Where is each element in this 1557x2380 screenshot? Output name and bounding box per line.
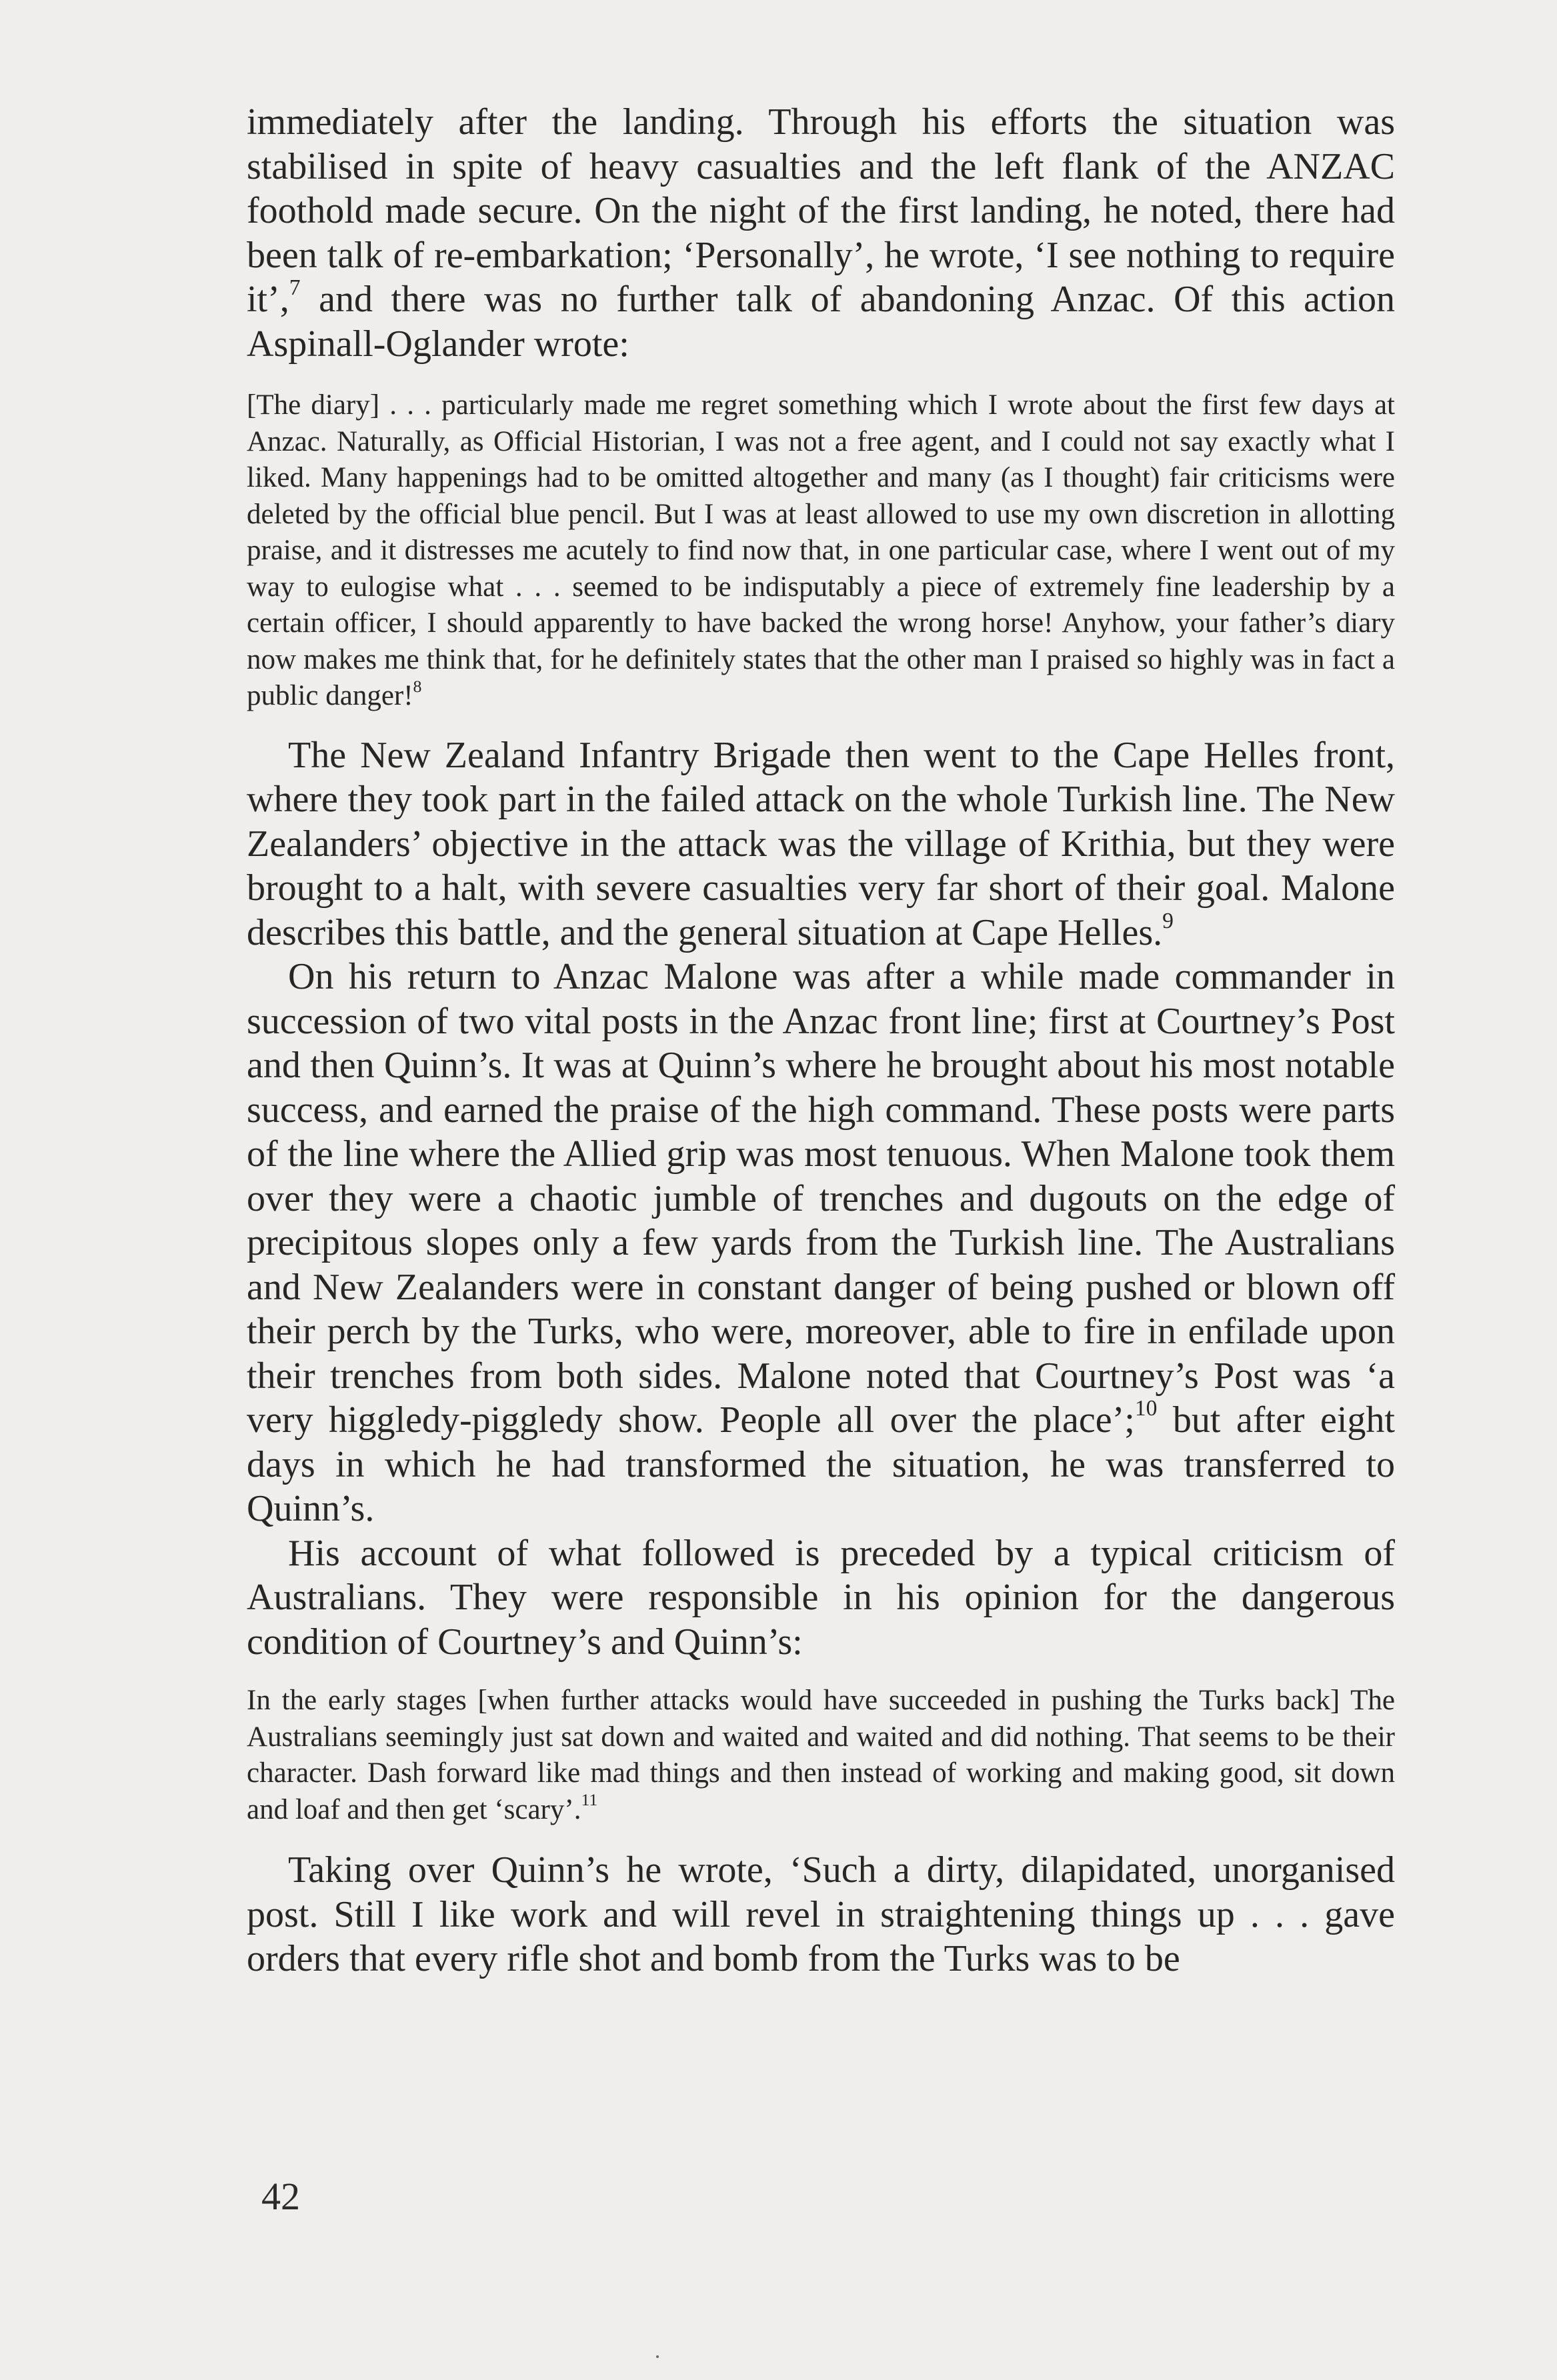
paper-speck bbox=[656, 2355, 659, 2358]
paragraph-5-text: Taking over Quinn’s he wrote, ‘Such a dirty, dilapidated, unorganised post. Still I like work and will revel in straightening things up . . . gave orders that every rifle shot and bomb from the Turks was to be bbox=[247, 1849, 1395, 1979]
paragraph-5 bbox=[247, 1848, 1395, 1981]
footnote-ref-9: 9 bbox=[1162, 908, 1174, 933]
paragraph-4 bbox=[247, 1531, 1395, 1665]
block-quote-1 bbox=[247, 387, 1395, 715]
paragraph-3-tail: but after eight days in which he had transformed the situation, he was transferred to Quinn’s. bbox=[247, 1399, 1395, 1529]
footnote-ref-11: 11 bbox=[581, 1790, 598, 1810]
text-column bbox=[247, 100, 1395, 1981]
block-quote-1-text: [The diary] . . . particularly made me regret something which I wrote about the first few days at Anzac. Naturally, as Official Historian, I was not a free agent, and I could not say exactly what I liked. Many happenings had to be omitted altogether and many (as I thought) fair criticisms were deleted by the official blue pencil. But I was at least allowed to use my own discretion in allotting praise, and it distresses me acutely to find now that, in one particular case, where I went out of my way to eulogise what . . . seemed to be indisputably a piece of extremely fine leadership by a certain officer, I should apparently to have backed the wrong horse! Anyhow, your father’s diary now makes me think that, for he definitely states that the other man I praised so highly was in fact a public danger! bbox=[247, 389, 1395, 711]
footnote-ref-10: 10 bbox=[1134, 1396, 1158, 1421]
footnote-ref-8: 8 bbox=[413, 676, 422, 696]
block-quote-2 bbox=[247, 1683, 1395, 1828]
page-number: 42 bbox=[261, 2175, 300, 2218]
paragraph-2 bbox=[247, 733, 1395, 955]
paragraph-1-text: immediately after the landing. Through his efforts the situation was stabilised in spite of heavy casualties and the left flank of the ANZAC foothold made secure. On the night of the first landing, he noted, there had been talk of re-embarkation; ‘Personally’, he wrote, ‘I see nothing to require it’, bbox=[247, 101, 1395, 320]
paragraph-3 bbox=[247, 955, 1395, 1531]
footnote-ref-7: 7 bbox=[289, 275, 301, 301]
paragraph-3-text: On his return to Anzac Malone was after a while made commander in succession of two vital posts in the Anzac front line; first at Courtney’s Post and then Quinn’s. It was at Quinn’s where he brought about his most notable success, and earned the praise of the high command. These posts were parts of the line where the Allied grip was most tenuous. When Malone took them over they were a chaotic jumble of trenches and dugouts on the edge of precipitous slopes only a few yards from the Turkish line. The Australians and New Zealanders were in constant danger of being pushed or blown off their perch by the Turks, who were, moreover, able to fire in enfilade upon their trenches from both sides. Malone noted that Courtney’s Post was ‘a very higgledy-piggledy show. People all over the place’; bbox=[247, 956, 1395, 1441]
paragraph-2-text: The New Zealand Infantry Brigade then went to the Cape Helles front, where they took part in the failed attack on the whole Turkish line. The New Zealanders’ objective in the attack was the village of Krithia, but they were brought to a halt, with severe casualties very far short of their goal. Malone describes this battle, and the general situation at Cape Helles. bbox=[247, 734, 1395, 953]
paragraph-1-tail: and there was no further talk of abandoning Anzac. Of this action Aspinall-Oglander wrote: bbox=[247, 279, 1395, 365]
paragraph-4-text: His account of what followed is preceded by a typical criticism of Australians. They were responsible in his opinion for the dangerous condition of Courtney’s and Quinn’s: bbox=[247, 1532, 1395, 1663]
paragraph-1 bbox=[247, 100, 1395, 366]
block-quote-2-text: In the early stages [when further attacks would have succeeded in pushing the Turks back] The Australians seemingly just sat down and waited and waited and did nothing. That seems to be their character. Dash forward like mad things and then instead of working and making good, sit down and loaf and then get ‘scary’. bbox=[247, 1685, 1395, 1825]
